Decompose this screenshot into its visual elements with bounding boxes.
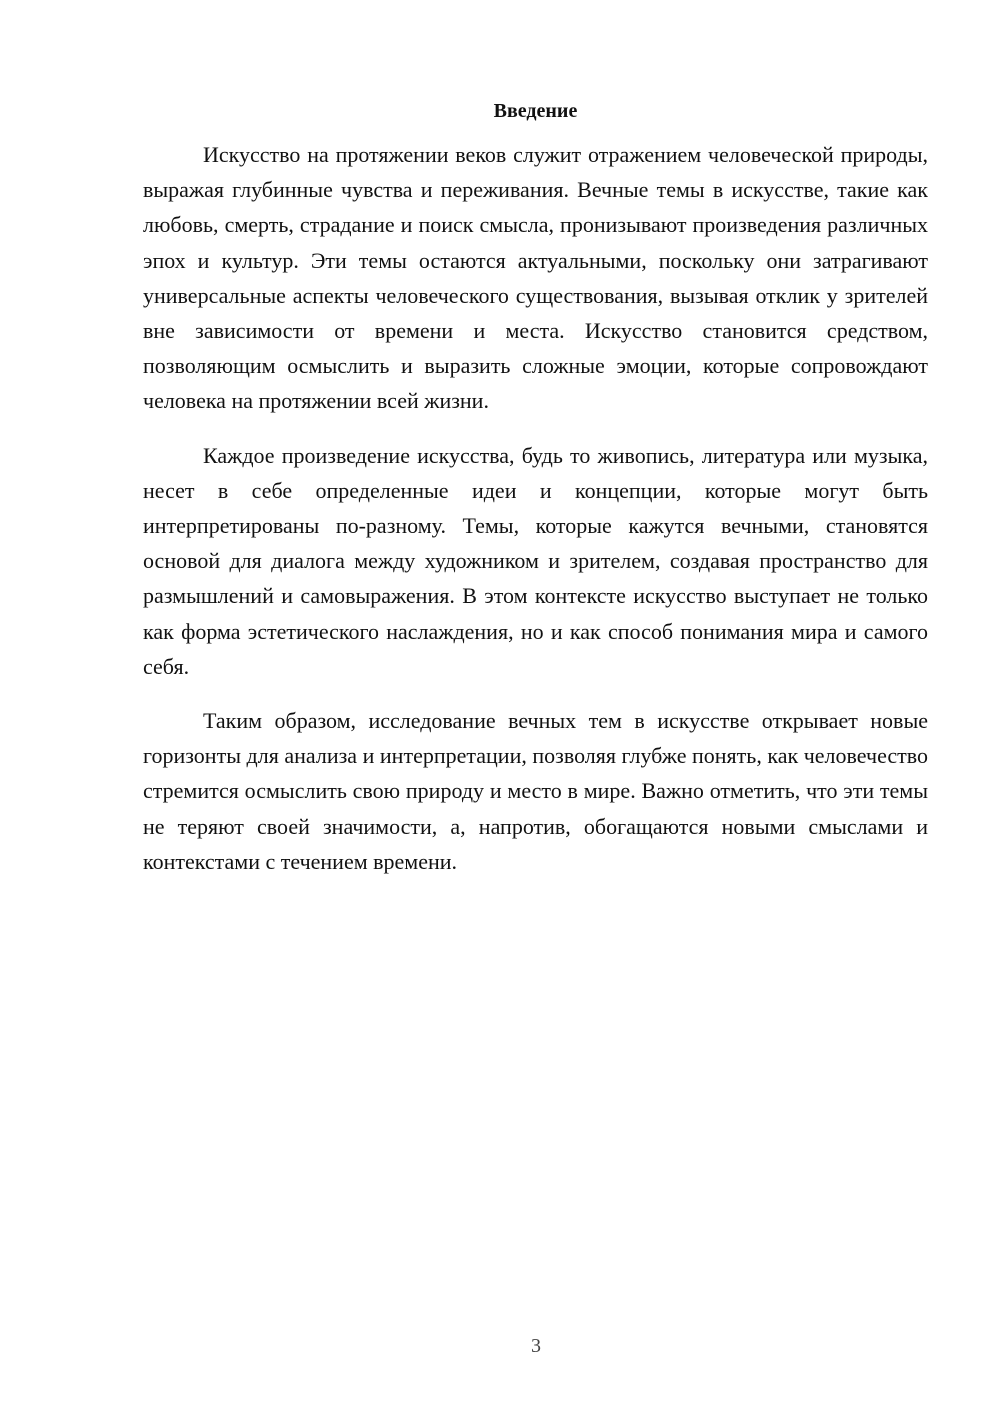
document-body bbox=[143, 97, 928, 898]
paragraph-1: Искусство на протяжении веков служит отражением человеческой природы, выражая глубинные чувства и переживания. Вечные темы в искусстве, такие как любовь, смерть, страдание и поиск смысла, пронизывают произведения различных эпох и культур. Эти темы остаются актуальными, поскольку они затрагивают универсальные аспекты человеческого существования, вызывая отклик у зрителей вне зависимости от времени и места. Искусство становится средством, позволяющим осмыслить и выразить сложные эмоции, которые сопровождают человека на протяжении всей жизни. bbox=[143, 142, 928, 414]
section-title: Введение bbox=[493, 100, 578, 122]
paragraph-3: Таким образом, исследование вечных тем в искусстве открывает новые горизонты для анализа и интерпретации, позволяя глубже понять, как человечество стремится осмыслить свою природу и место в мире. Важно отметить, что эти темы не теряют своей значимости, а, напротив, обогащаются новыми смыслами и контекстами с течением времени. bbox=[143, 708, 928, 874]
page-number: 3 bbox=[531, 1335, 541, 1357]
paragraph-2: Каждое произведение искусства, будь то живопись, литература или музыка, несет в себе определенные идеи и концепции, которые могут быть интерпретированы по-разному. Темы, которые кажутся вечными, становятся основой для диалога между художником и зрителем, создавая пространство для размышлений и самовыражения. В этом контексте искусство выступает не только как форма эстетического наслаждения, но и как способ понимания мира и самого себя. bbox=[143, 442, 928, 679]
